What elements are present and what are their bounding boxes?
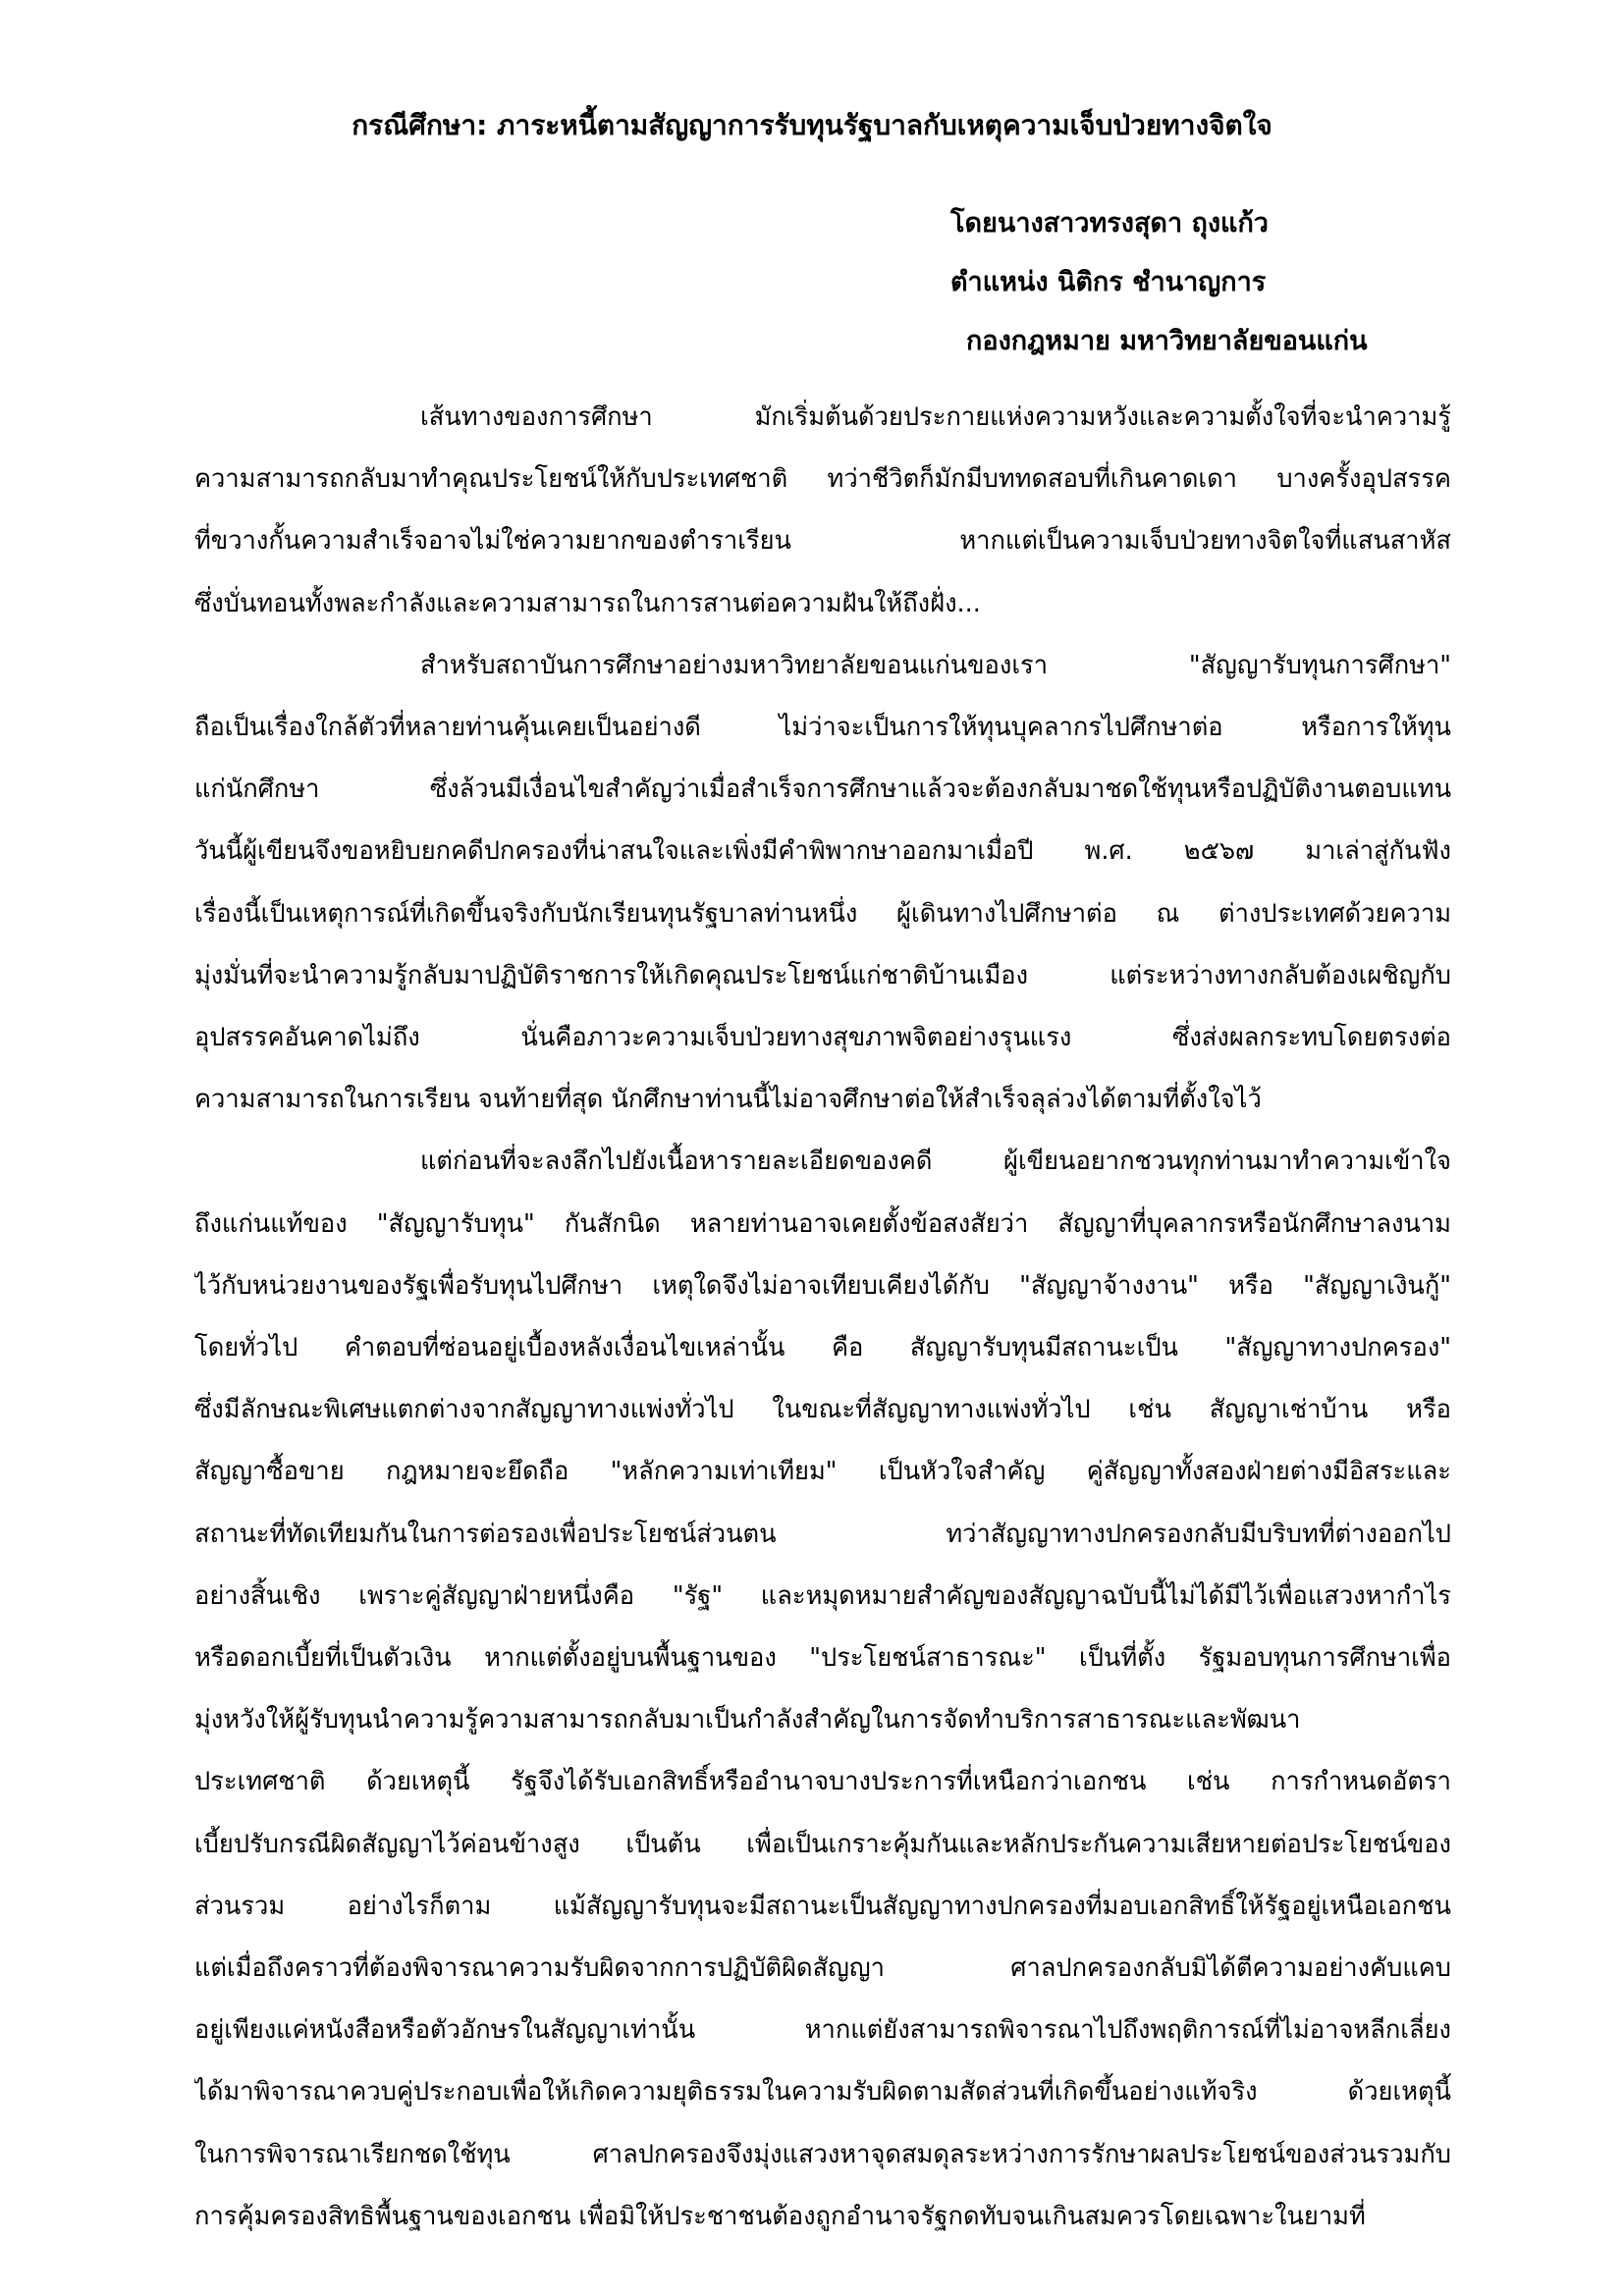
paragraph-line: ถือเป็นเรื่องใกล้ตัวที่หลายท่านคุ้นเคยเป็นอย่างดี ไม่ว่าจะเป็นการให้ทุนบุคลากรไปศึกษาต่อ หรือการให้ทุน bbox=[194, 713, 1451, 742]
paragraph-line: ความสามารถในการเรียน จนท้ายที่สุด นักศึกษาท่านนี้ไม่อาจศึกษาต่อให้สำเร็จลุล่วงได้ตามที่ตั้งใจไว้ bbox=[194, 1085, 1262, 1115]
author-name: โดยนางสาวทรงสุดา ถุงแก้ว bbox=[950, 208, 1269, 239]
paragraph-line: ที่ขวางกั้นความสำเร็จอาจไม่ใช่ความยากของตำราเรียน หากแต่เป็นความเจ็บป่วยทางจิตใจที่แสนสาหัส bbox=[194, 526, 1451, 557]
paragraph-line: สถานะที่ทัดเทียมกันในการต่อรองเพื่อประโยชน์ส่วนตน ทว่าสัญญาทางปกครองกลับมีบริบทที่ต่างออกไป bbox=[194, 1519, 1451, 1549]
author-department: กองกฎหมาย มหาวิทยาลัยขอนแก่น bbox=[966, 326, 1368, 356]
paragraph-line: ซึ่งมีลักษณะพิเศษแตกต่างจากสัญญาทางแพ่งทั่วไป ในขณะที่สัญญาทางแพ่งทั่วไป เช่น สัญญาเช่าบ้าน หรือ bbox=[194, 1395, 1451, 1425]
paragraph-line: ในการพิจารณาเรียกชดใช้ทุน ศาลปกครองจึงมุ่งแสวงหาจุดสมดุลระหว่างการรักษาผลประโยชน์ของส่วนรวมกับ bbox=[194, 2139, 1451, 2169]
paragraph-line: อย่างสิ้นเชิง เพราะคู่สัญญาฝ่ายหนึ่งคือ "รัฐ" และหมุดหมายสำคัญของสัญญาฉบับนี้ไม่ได้มีไว้เพื่อแสวงหากำไร bbox=[194, 1580, 1451, 1611]
author-position: ตำแหน่ง นิติกร ชำนาญการ bbox=[950, 267, 1267, 297]
paragraph-line: มุ่งมั่นที่จะนำความรู้กลับมาปฏิบัติราชการให้เกิดคุณประโยชน์แก่ชาติบ้านเมือง แต่ระหว่างทางกลับต้องเผชิญกับ bbox=[194, 960, 1451, 990]
paragraph-line: สำหรับสถาบันการศึกษาอย่างมหาวิทยาลัยขอนแก่นของเรา "สัญญารับทุนการศึกษา" bbox=[420, 650, 1451, 680]
paragraph-line: การคุ้มครองสิทธิพื้นฐานของเอกชน เพื่อมิให้ประชาชนต้องถูกอำนาจรัฐกดทับจนเกินสมควรโดยเฉพาะในยามที่ bbox=[194, 2201, 1366, 2231]
paragraph-line: ส่วนรวม อย่างไรก็ตาม แม้สัญญารับทุนจะมีสถานะเป็นสัญญาทางปกครองที่มอบเอกสิทธิ์ให้รัฐอยู่เหนือเอกชน bbox=[194, 1891, 1451, 1921]
paragraph-line: เส้นทางของการศึกษา มักเริ่มต้นด้วยประกายแห่งความหวังและความตั้งใจที่จะนำความรู้ bbox=[420, 402, 1451, 432]
paragraph-line: ประเทศชาติ ด้วยเหตุนี้ รัฐจึงได้รับเอกสิทธิ์หรืออำนาจบางประการที่เหนือกว่าเอกชน เช่น การกำหนดอัตรา bbox=[194, 1767, 1451, 1797]
paragraph-line: อุปสรรคอันคาดไม่ถึง นั่นคือภาวะความเจ็บป่วยทางสุขภาพจิตอย่างรุนแรง ซึ่งส่งผลกระทบโดยตรงต่อ bbox=[194, 1023, 1451, 1052]
paragraph-line: ถึงแก่นแท้ของ "สัญญารับทุน" กันสักนิด หลายท่านอาจเคยตั้งข้อสงสัยว่า สัญญาที่บุคลากรหรือนักศึกษาลงนาม bbox=[194, 1208, 1451, 1239]
paragraph-line: ไว้กับหน่วยงานของรัฐเพื่อรับทุนไปศึกษา เหตุใดจึงไม่อาจเทียบเคียงได้กับ "สัญญาจ้างงาน" หรือ "สัญญาเงินกู้" bbox=[194, 1270, 1451, 1301]
paragraph-line: เรื่องนี้เป็นเหตุการณ์ที่เกิดขึ้นจริงกับนักเรียนทุนรัฐบาลท่านหนึ่ง ผู้เดินทางไปศึกษาต่อ ณ ต่างประเทศด้วยความ bbox=[194, 898, 1451, 929]
document-title: กรณีศึกษา: ภาระหนี้ตามสัญญาการรับทุนรัฐบาลกับเหตุความเจ็บป่วยทางจิตใจ bbox=[352, 109, 1272, 141]
paragraph-line: แต่เมื่อถึงคราวที่ต้องพิจารณาความรับผิดจากการปฏิบัติผิดสัญญา ศาลปกครองกลับมิได้ตีความอย่างคับแคบ bbox=[194, 1953, 1451, 1983]
paragraph-line: อยู่เพียงแค่หนังสือหรือตัวอักษรในสัญญาเท่านั้น หากแต่ยังสามารถพิจารณาไปถึงพฤติการณ์ที่ไม่อาจหลีกเลี่ยง bbox=[194, 2015, 1451, 2046]
paragraph-line: เบี้ยปรับกรณีผิดสัญญาไว้ค่อนข้างสูง เป็นต้น เพื่อเป็นเกราะคุ้มกันและหลักประกันความเสียหายต่อประโยชน์ของ bbox=[194, 1829, 1451, 1859]
paragraph-line: แต่ก่อนที่จะลงลึกไปยังเนื้อหารายละเอียดของคดี ผู้เขียนอยากชวนทุกท่านมาทำความเข้าใจ bbox=[420, 1147, 1451, 1177]
paragraph-line: ซึ่งบั่นทอนทั้งพละกำลังและความสามารถในการสานต่อความฝันให้ถึงฝั่ง... bbox=[194, 588, 981, 618]
paragraph-line: ความสามารถกลับมาทำคุณประโยชน์ให้กับประเทศชาติ ทว่าชีวิตก็มักมีบททดสอบที่เกินคาดเดา บางครั้งอุปสรรค bbox=[194, 464, 1451, 495]
paragraph-line: แก่นักศึกษา ซึ่งล้วนมีเงื่อนไขสำคัญว่าเมื่อสำเร็จการศึกษาแล้วจะต้องกลับมาชดใช้ทุนหรือปฏิบัติงานตอบแทน bbox=[194, 774, 1451, 805]
paragraph-line: สัญญาซื้อขาย กฎหมายจะยึดถือ "หลักความเท่าเทียม" เป็นหัวใจสำคัญ คู่สัญญาทั้งสองฝ่ายต่างมีอิสระและ bbox=[194, 1457, 1451, 1487]
paragraph-line: หรือดอกเบี้ยที่เป็นตัวเงิน หากแต่ตั้งอยู่บนพื้นฐานของ "ประโยชน์สาธารณะ" เป็นที่ตั้ง รัฐมอบทุนการศึกษาเพื่อ bbox=[194, 1643, 1451, 1673]
paragraph-line: วันนี้ผู้เขียนจึงขอหยิบยกคดีปกครองที่น่าสนใจและเพิ่งมีคำพิพากษาออกมาเมื่อปี พ.ศ. ๒๕๖๗ มาเล่าสู่กันฟัง bbox=[194, 836, 1451, 867]
paragraph-line: มุ่งหวังให้ผู้รับทุนนำความรู้ความสามารถกลับมาเป็นกำลังสำคัญในการจัดทำบริการสาธารณะและพัฒนา bbox=[194, 1705, 1301, 1735]
paragraph-line: โดยทั่วไป คำตอบที่ซ่อนอยู่เบื้องหลังเงื่อนไขเหล่านั้น คือ สัญญารับทุนมีสถานะเป็น "สัญญาทางปกครอง" bbox=[194, 1333, 1451, 1362]
paragraph-line: ได้มาพิจารณาควบคู่ประกอบเพื่อให้เกิดความยุติธรรมในความรับผิดตามสัดส่วนที่เกิดขึ้นอย่างแท้จริง ด้วยเหตุนี้ bbox=[194, 2077, 1451, 2108]
